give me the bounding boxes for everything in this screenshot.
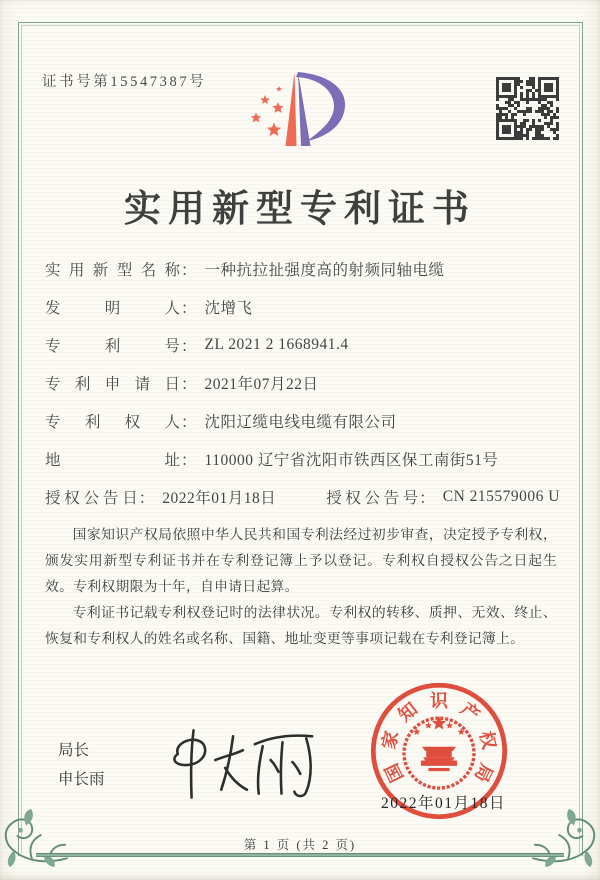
field-value: 沈阳辽缆电线电缆有限公司 (204, 414, 397, 431)
svg-text:家: 家 (378, 729, 403, 752)
page-number: 第 1 页 (共 2 页) (243, 838, 357, 852)
field-label: 地址 (45, 452, 180, 469)
corner-flourish-left (1, 806, 69, 868)
seal-date: 2022年01月18日 (381, 795, 507, 812)
field-colon: ： (181, 452, 197, 469)
field-label: 专利权人 (45, 414, 180, 431)
field-pair-grant-number (326, 486, 560, 508)
field-row-name (45, 250, 560, 288)
field-colon: ： (181, 300, 197, 317)
certificate-number: 证书号第15547387号 (42, 74, 207, 90)
national-emblem-icon (404, 716, 474, 788)
field-label: 实用新型名称 (45, 262, 180, 279)
field-value: 一种抗拉扯强度高的射频同轴电缆 (204, 262, 445, 279)
field-row-inventor (45, 288, 560, 326)
signer-block (58, 736, 105, 794)
legal-text (45, 522, 557, 652)
field-colon: ： (181, 262, 197, 279)
field-value: ZL 2021 2 1668941.4 (204, 336, 349, 353)
certificate-title: 实用新型专利证书 (124, 189, 476, 230)
field-colon: ： (181, 338, 197, 355)
field-label: 授权公告号 (326, 490, 419, 507)
signer-title: 局长 (58, 742, 90, 759)
bottom-rule (36, 853, 564, 857)
field-colon: ： (181, 414, 197, 431)
field-row-patentee (45, 402, 560, 440)
field-value: CN 215579006 U (442, 488, 560, 505)
svg-text:识: 识 (430, 691, 448, 712)
corner-flourish-right (531, 806, 599, 868)
field-label: 发明人 (45, 300, 180, 317)
svg-text:国: 国 (381, 760, 408, 786)
director-signature (156, 722, 324, 806)
field-colon: ： (181, 376, 197, 393)
field-value: 2022年01月18日 (162, 490, 277, 507)
field-row-filing-date (45, 364, 560, 402)
field-row-patent-no (45, 326, 560, 364)
field-label: 授权公告日 (45, 490, 138, 507)
svg-text:知: 知 (394, 698, 422, 726)
cnipa-logo-icon (248, 66, 352, 154)
field-value: 2021年07月22日 (204, 376, 319, 393)
field-row-grant (45, 478, 560, 516)
legal-paragraph-2: 专利证书记载专利权登记时的法律状况。专利权的转移、质押、无效、终止、恢复和专利权人的姓名或名称、国籍、地址变更等事项记载在专利登记簿上。 (45, 605, 557, 646)
qr-code (496, 77, 559, 140)
legal-paragraph-1: 国家知识产权局依照中华人民共和国专利法经过初步审查，决定授予专利权，颁发实用新型专利证书并在专利登记簿上予以登记。专利权自授权公告之日起生效。专利权期限为十年，自申请日起算。 (45, 527, 557, 594)
field-value: 沈增飞 (204, 300, 253, 317)
field-colon: ： (138, 490, 155, 507)
field-colon: ： (419, 490, 435, 507)
field-label: 专利号 (45, 338, 180, 355)
svg-text:局: 局 (470, 760, 497, 786)
field-value: 110000 辽宁省沈阳市铁西区保工南街51号 (204, 452, 499, 469)
field-label: 专利申请日 (45, 376, 180, 393)
svg-text:权: 权 (475, 729, 500, 752)
svg-text:产: 产 (456, 698, 484, 726)
signer-name: 申长雨 (58, 771, 105, 788)
field-list (45, 250, 560, 516)
field-row-address (45, 440, 560, 478)
